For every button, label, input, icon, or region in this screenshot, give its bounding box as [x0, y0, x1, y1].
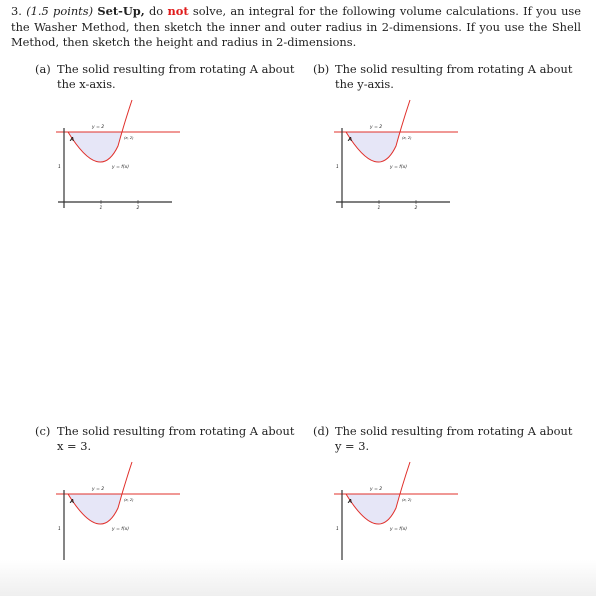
label-y-equals-2: y = 2	[370, 125, 383, 130]
part-b-line2: the y-axis.	[335, 77, 394, 91]
label-point-a2: (a, 2)	[124, 136, 134, 140]
figure-d	[330, 458, 460, 576]
part-b-label: (b)	[313, 62, 330, 76]
part-b-line1: The solid resulting from rotating A about	[335, 62, 573, 76]
x-tick-2: 2	[136, 206, 140, 211]
region-a-fill	[68, 132, 122, 162]
part-a-label: (a)	[35, 62, 51, 76]
part-c-line1: The solid resulting from rotating A about	[57, 424, 295, 438]
part-c-line2: x = 3.	[57, 439, 92, 453]
part-d	[313, 424, 578, 454]
part-d-label: (d)	[313, 424, 330, 438]
x-tick-1: 1	[99, 206, 103, 211]
label-point-a2: (a, 2)	[402, 498, 412, 502]
label-y-equals-2: y = 2	[370, 487, 383, 492]
label-point-a2: (a, 2)	[402, 136, 412, 140]
label-region-a: A	[70, 137, 75, 143]
label-point-a2: (a, 2)	[124, 498, 134, 502]
problem-heading: Set-Up,	[97, 4, 145, 18]
label-curve-f: y = f(x)	[112, 527, 130, 532]
figure-c	[52, 458, 182, 576]
region-a-fill	[68, 494, 122, 524]
y-tick-1: 1	[336, 165, 339, 170]
y-tick-1: 1	[58, 527, 61, 532]
region-a-fill	[346, 132, 400, 162]
problem-text-a: do	[149, 4, 164, 18]
figure-sketch	[52, 96, 182, 214]
label-region-a: A	[70, 499, 75, 505]
problem-number: 3.	[11, 4, 22, 18]
y-tick-1: 1	[58, 165, 61, 170]
problem-points: (1.5 points)	[26, 4, 94, 18]
figure-a	[52, 96, 182, 214]
part-a-line1: The solid resulting from rotating A about	[57, 62, 295, 76]
x-tick-2: 2	[414, 206, 418, 211]
label-curve-f: y = f(x)	[390, 165, 408, 170]
label-y-equals-2: y = 2	[92, 125, 105, 130]
figure-sketch	[330, 458, 460, 576]
part-d-line1: The solid resulting from rotating A about	[335, 424, 573, 438]
x-tick-1: 1	[377, 206, 381, 211]
part-d-line2: y = 3.	[335, 439, 370, 453]
problem-statement	[11, 4, 581, 51]
part-c-label: (c)	[35, 424, 51, 438]
part-c	[35, 424, 300, 454]
region-a-fill	[346, 494, 400, 524]
problem-not-word: not	[167, 4, 189, 18]
problem-text-b: solve, an integral for the following volume calculations. If you use the Washer Method, then sketch the inner and outer radius in 2-dimensions. If you use the Shell Method, then sketch the height and radius in 2-dimensions.	[11, 4, 582, 49]
part-a-line2: the x-axis.	[57, 77, 116, 91]
part-b	[313, 62, 578, 92]
label-y-equals-2: y = 2	[92, 487, 105, 492]
label-region-a: A	[348, 499, 353, 505]
y-tick-1: 1	[336, 527, 339, 532]
part-a	[35, 62, 300, 92]
label-curve-f: y = f(x)	[112, 165, 130, 170]
label-curve-f: y = f(x)	[390, 527, 408, 532]
figure-sketch	[330, 96, 460, 214]
figure-sketch	[52, 458, 182, 576]
figure-b	[330, 96, 460, 214]
label-region-a: A	[348, 137, 353, 143]
page-bottom-shade	[0, 560, 596, 596]
